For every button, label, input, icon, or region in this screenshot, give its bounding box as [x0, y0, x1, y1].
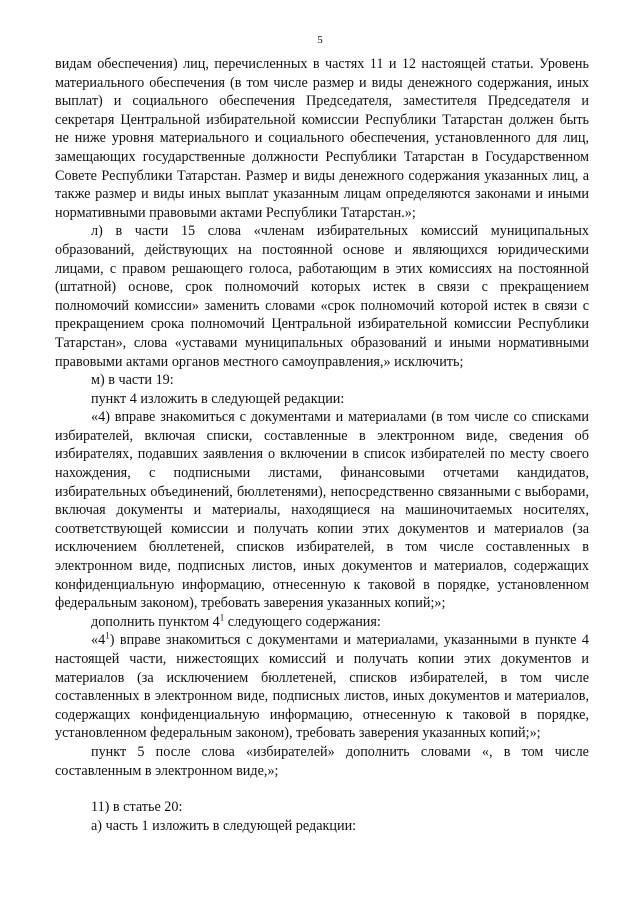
paragraph-point-4-text: «4) вправе знакомиться с документами и материалами (в том числе со списками избирателей, включая списки, составленные в электронном виде, сведения об избирателях, подавших заявления о включении в список избирателей по месту своего нахождения, с подписными листами, финансовыми отчетами кандидатов, избирательных объединений, бюллетенями), непосредственно связанными с выборами, включая документы и материалы, находящиеся на машиночитаемых носителях, соответствующей комиссии и получать копии этих документов и материалов (за исключением бюллетеней, списков избирателей, в том числе составленных в электронном виде, подписных листов, иных документов и материалов, содержащих конфиденциальную информацию, отнесенную к таковой в порядке, установленном федеральным законом), требовать заверения указанных копий;»; — [55, 409, 589, 612]
point-4-1-open: «4 — [91, 632, 106, 649]
paragraph-continuation: видам обеспечения) лиц, перечисленных в частях 11 и 12 настоящей статьи. Уровень материального обеспечения (в том числе размер и виды денежного содержания, иных выплат) и социального обеспечения Председателя, заместителя Председателя и секретаря Центральной избирательной комиссии Республики Татарстан должен быть не ниже уровня материального и социального обеспечения, установленного для лиц, замещающих государственные должности Республики Татарстан в Государственном Совете Республики Татарстан. Размер и виды денежного содержания указанных лиц, а также размер и виды иных выплат указанным лицам определяются законами и иными нормативными правовыми актами Республики Татарстан.»; — [55, 56, 589, 221]
paragraph-point-4-1-text — [55, 631, 589, 743]
point-4-1-intro-text: дополнить пунктом 4 — [91, 613, 220, 630]
paragraph-point-4-intro: пункт 4 изложить в следующей редакции: — [91, 390, 345, 407]
document-body — [55, 55, 589, 835]
paragraph-item-l: л) в части 15 слова «членам избирательных комиссий муниципальных образований, действующих на постоянной основе и являющихся юридическими лицами, с правом решающего голоса, работающим в этих комиссиях на постоянной (штатной) основе, срок полномочий которых истек в связи с прекращением полномочий комиссии» заменить словами «срок полномочий которой истек в связи с прекращением срока полномочий Центральной избирательной комиссии Республики Татарстан», слова «уставами муниципальных образований и иными нормативными правовыми актами органов местного самоуправления,» исключить; — [55, 223, 589, 370]
paragraph-point-5: пункт 5 после слова «избирателей» дополнить словами «, в том числе составленным в электронном виде,»; — [55, 743, 589, 779]
page-number: 5 — [317, 34, 323, 46]
point-4-1-intro-tail: следующего содержания: — [224, 613, 381, 630]
paragraph-item-m: м) в части 19: — [91, 372, 174, 389]
paragraph-item-11: 11) в статье 20: — [91, 799, 183, 816]
paragraph-item-a: а) часть 1 изложить в следующей редакции: — [91, 817, 357, 834]
superscript-1: 1 — [219, 612, 225, 623]
point-4-1-body: ) вправе знакомиться с документами и материалами, указанными в пункте 4 настоящей части, нижестоящих комиссий и получать копии этих документов и материалов (за исключением бюллетеней, списков избирателей, в том числе составленных в электронном виде, подписных листов, иных документов и материалов, содержащих конфиденциальную информацию, отнесенную к таковой в порядке, установленном федеральным законом), требовать заверения указанных копий;»; — [55, 632, 589, 742]
superscript-1: 1 — [105, 630, 110, 641]
paragraph-point-4-1-intro — [55, 613, 589, 632]
